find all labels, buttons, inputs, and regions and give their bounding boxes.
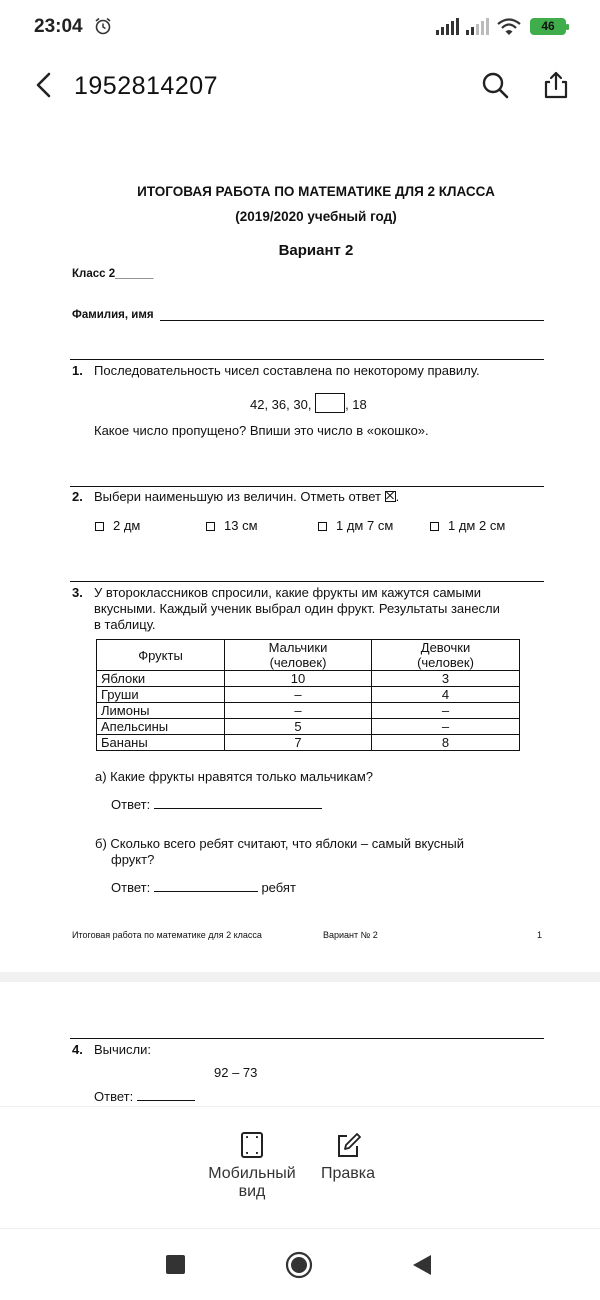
table-cell: Апельсины [97, 719, 225, 735]
table-cell: 7 [225, 735, 372, 751]
signal-icon-1 [435, 18, 461, 36]
page-separator [0, 972, 600, 982]
mobile-view-label-2: вид [238, 1183, 266, 1200]
question-text: Вычисли: [94, 1042, 152, 1057]
signal-icon-2 [465, 18, 491, 36]
sequence-end: , 18 [345, 397, 367, 412]
question-prompt: Какое число пропущено? Впиши это число в «окошко». [94, 423, 429, 438]
option-label: 1 дм 7 см [336, 518, 394, 533]
question-text-line: в таблицу. [94, 617, 156, 632]
subquestion-b [95, 836, 464, 868]
sequence-start: 42, 36, 30, [250, 397, 312, 412]
fruit-table [96, 639, 520, 751]
table-cell: 5 [225, 719, 372, 735]
divider [70, 1038, 544, 1039]
option-label: 1 дм 2 см [448, 518, 506, 533]
option-4[interactable] [430, 518, 505, 533]
answer-label: Ответ: [111, 797, 151, 812]
subquestion-b-line: б) Сколько всего ребят считают, что яблоки – самый вкусный [95, 836, 465, 851]
checkbox-icon[interactable] [318, 522, 327, 531]
mobile-view-icon [239, 1131, 265, 1159]
option-label: 13 см [224, 518, 258, 533]
option-2[interactable] [206, 518, 258, 533]
table-cell: 4 [372, 687, 520, 703]
checkbox-icon[interactable] [430, 522, 439, 531]
page-footer-variant: Вариант № 2 [323, 930, 378, 940]
table-row [97, 703, 520, 719]
option-3[interactable] [318, 518, 393, 533]
back-nav-icon[interactable] [412, 1254, 432, 1276]
table-cell: – [372, 719, 520, 735]
divider [70, 359, 544, 360]
doc-subheading: (2019/2020 учебный год) [235, 209, 397, 224]
table-cell: Яблоки [97, 671, 225, 687]
question-number: 2. [72, 489, 83, 504]
sequence [250, 393, 367, 413]
checked-box-icon [385, 491, 396, 502]
name-line [160, 320, 544, 321]
recents-icon[interactable] [166, 1255, 185, 1274]
table-header: Мальчики (человек) [225, 640, 372, 671]
mobile-view-button[interactable] [200, 1131, 304, 1201]
checkbox-icon[interactable] [95, 522, 104, 531]
expression: 92 – 73 [214, 1065, 258, 1080]
mobile-view-label: Мобильный [208, 1165, 296, 1182]
battery-indicator: 46 [530, 18, 566, 35]
question-text: Последовательность чисел составлена по некоторому правилу. [94, 363, 480, 378]
table-header: Фрукты [97, 640, 225, 671]
divider [70, 486, 544, 487]
question-text-content: Выбери наименьшую из величин. Отметь ответ [94, 489, 381, 504]
table-cell: 10 [225, 671, 372, 687]
home-icon[interactable] [285, 1251, 313, 1279]
answer-a-line[interactable] [154, 808, 322, 809]
table-cell: Груши [97, 687, 225, 703]
system-nav-bar [0, 1228, 600, 1300]
table-row [97, 719, 520, 735]
share-icon[interactable] [541, 70, 571, 100]
table-cell: – [225, 703, 372, 719]
question-text: Выбери наименьшую из величин. Отметь ответ . [94, 489, 400, 504]
checkbox-icon[interactable] [206, 522, 215, 531]
table-header: Девочки (человек) [372, 640, 520, 671]
answer-4 [94, 1089, 195, 1104]
question-text-line: У второклассников спросили, какие фрукты им кажутся самыми [94, 585, 482, 600]
answer-a [111, 797, 322, 812]
table-cell: Лимоны [97, 703, 225, 719]
document-title: 1952814207 [74, 72, 219, 100]
table-cell: – [372, 703, 520, 719]
answer-box[interactable] [315, 393, 345, 413]
question-number: 3. [72, 585, 83, 600]
table-cell: 8 [372, 735, 520, 751]
back-icon[interactable] [30, 70, 60, 100]
wifi-icon [497, 18, 521, 36]
answer-b-line[interactable] [154, 891, 258, 892]
answer-4-line[interactable] [137, 1100, 195, 1101]
answer-b [111, 880, 296, 895]
table-header-row [97, 640, 520, 671]
page-number: 1 [537, 930, 543, 940]
table-cell: 3 [372, 671, 520, 687]
edit-icon [335, 1131, 361, 1159]
page-footer-title: Итоговая работа по математике для 2 класса [72, 930, 262, 940]
divider [70, 581, 544, 582]
table-row [97, 687, 520, 703]
option-1[interactable] [95, 518, 140, 533]
search-icon[interactable] [480, 70, 510, 100]
bottom-toolbar [0, 1106, 600, 1229]
table-row [97, 671, 520, 687]
question-text-line: вкусными. Каждый ученик выбрал один фрукт. Результаты занесли [94, 601, 500, 616]
subquestion-a: а) Какие фрукты нравятся только мальчикам? [95, 769, 374, 784]
answer-suffix: ребят [261, 880, 296, 895]
table-row [97, 735, 520, 751]
variant-label: Вариант 2 [278, 242, 354, 259]
option-label: 2 дм [113, 518, 141, 533]
subquestion-b-line: фрукт? [111, 852, 155, 867]
question-number: 4. [72, 1042, 83, 1057]
table-cell: – [225, 687, 372, 703]
edit-label: Правка [320, 1165, 376, 1182]
question-text [94, 585, 500, 633]
answer-label: Ответ: [111, 880, 151, 895]
answer-label: Ответ: [94, 1089, 134, 1104]
name-label: Фамилия, имя [72, 309, 154, 321]
class-label: Класс 2______ [72, 268, 154, 280]
question-number: 1. [72, 363, 83, 378]
alarm-icon [94, 17, 112, 35]
doc-heading: ИТОГОВАЯ РАБОТА ПО МАТЕМАТИКЕ ДЛЯ 2 КЛАССА [137, 184, 495, 199]
edit-button[interactable] [314, 1131, 382, 1183]
status-time: 23:04 [34, 16, 83, 37]
table-cell: Бананы [97, 735, 225, 751]
